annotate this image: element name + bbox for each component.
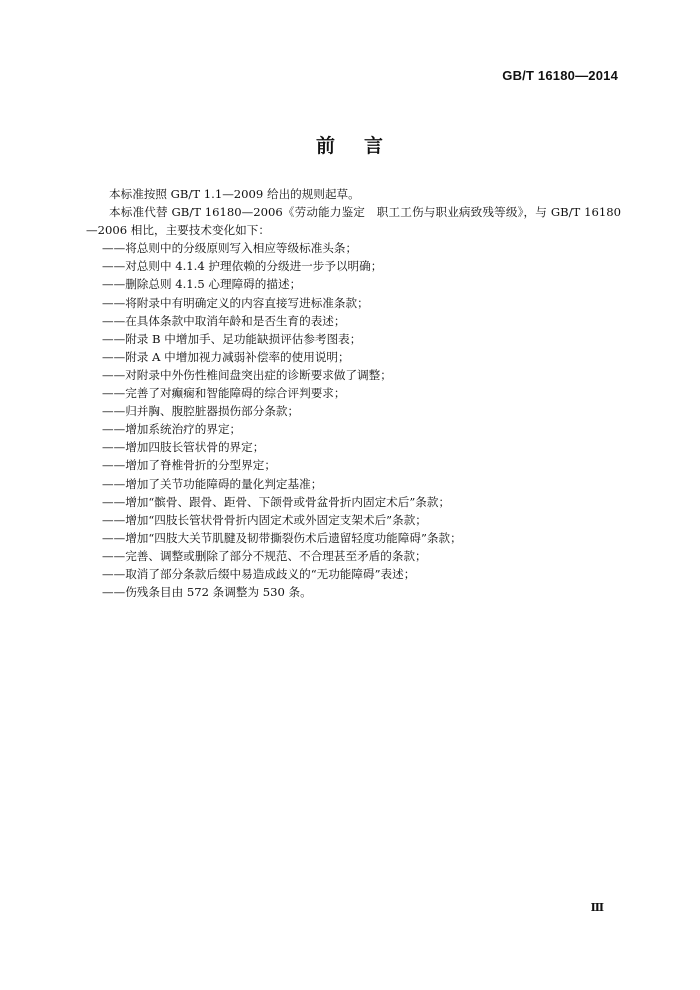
intro-paragraph-2: 本标准代替 GB/T 16180—2006《劳动能力鉴定 职工工伤与职业病致残等级》，与 GB/T 16180—2006 相比，主要技术变化如下： (86, 205, 621, 238)
standard-code: GB/T 16180—2014 (502, 68, 618, 83)
change-item: ——归并胸、腹腔脏器损伤部分条款； (102, 404, 300, 419)
change-item: ——增加“髌骨、跟骨、距骨、下颌骨或骨盆骨折内固定术后”条款； (102, 494, 451, 509)
change-item: ——将总则中的分级原则写入相应等级标准头条； (102, 241, 358, 256)
change-item: ——取消了部分条款后缀中易造成歧义的“无功能障碍”表述； (102, 566, 416, 581)
change-item: ——删除总则 4.1.5 心理障碍的描述； (102, 277, 302, 292)
change-item: ——对总则中 4.1.4 护理依赖的分级进一步予以明确； (102, 259, 383, 274)
change-item: ——增加四肢长管状骨的界定； (102, 440, 265, 455)
change-item: ——在具体条款中取消年龄和是否生育的表述； (102, 313, 346, 328)
change-item: ——附录 B 中增加手、足功能缺损评估参考图表； (102, 331, 362, 346)
page-title (0, 131, 700, 158)
change-item: ——增加“四肢长管状骨骨折内固定术或外固定支架术后”条款； (102, 512, 427, 527)
title-char-2: 言 (364, 135, 385, 157)
change-item: ——附录 A 中增加视力减弱补偿率的使用说明； (102, 349, 350, 364)
change-item: ——增加了脊椎骨折的分型界定； (102, 458, 276, 473)
change-item: ——将附录中有明确定义的内容直接写进标准条款； (102, 295, 369, 310)
change-item: ——完善了对癫痫和智能障碍的综合评判要求； (102, 386, 346, 401)
changes-list (86, 239, 621, 601)
change-item: ——伤残条目由 572 条调整为 530 条。 (102, 585, 312, 600)
foreword-body (86, 185, 621, 601)
change-item: ——增加系统治疗的界定； (102, 422, 242, 437)
page-number: Ⅲ (590, 901, 604, 914)
change-item: ——增加“四肢大关节肌腱及韧带撕裂伤术后遗留轻度功能障碍”条款； (102, 530, 462, 545)
title-char-1: 前 (315, 135, 336, 157)
change-item: ——对附录中外伤性椎间盘突出症的诊断要求做了调整； (102, 367, 392, 382)
intro-paragraph-1: 本标准按照 GB/T 1.1—2009 给出的规则起草。 (109, 187, 360, 201)
change-item: ——增加了关节功能障碍的量化判定基准； (102, 476, 323, 491)
change-item: ——完善、调整或删除了部分不规范、不合理甚至矛盾的条款； (102, 548, 427, 563)
